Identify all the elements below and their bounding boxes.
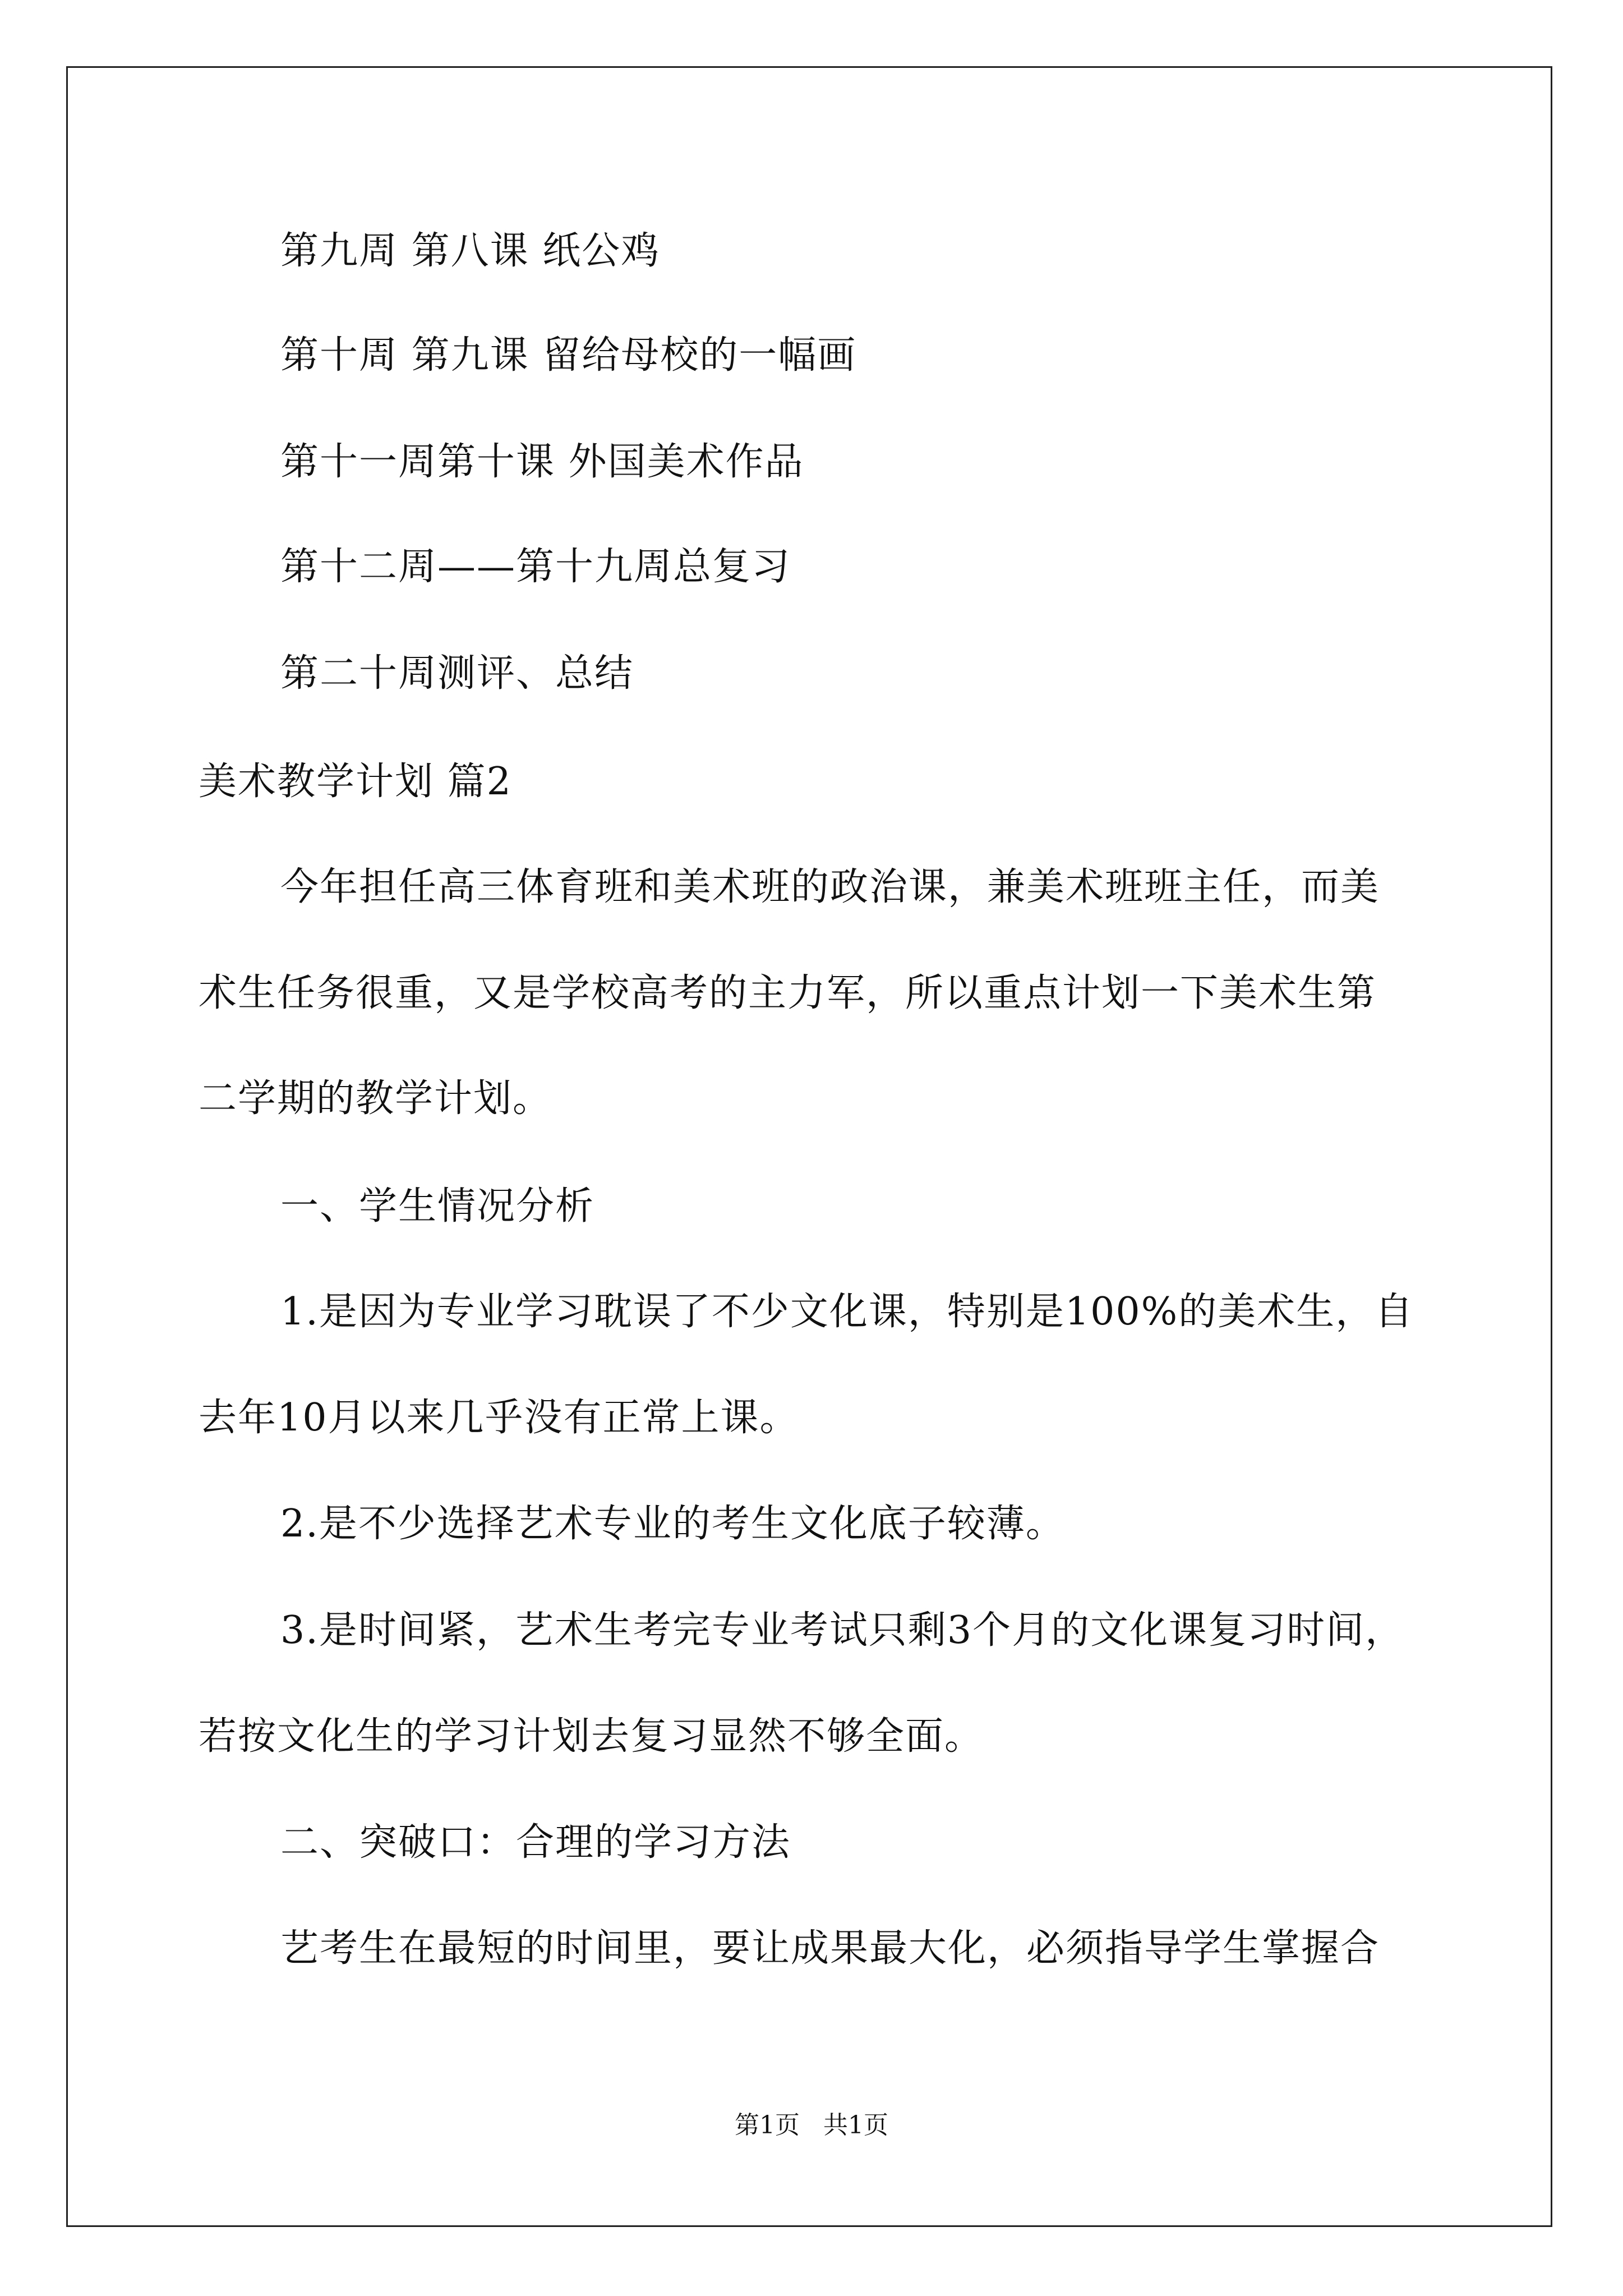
paragraph-intro-line-2: 术生任务很重，又是学校高考的主力军，所以重点计划一下美术生第	[199, 971, 1377, 1015]
point-1-line-1: 1.是因为专业学习耽误了不少文化课，特别是100%的美术生，自	[280, 1290, 1414, 1334]
point-3-line-2: 若按文化生的学习计划去复习显然不够全面。	[199, 1714, 984, 1759]
subheading-breakthrough: 二、突破口：合理的学习方法	[280, 1820, 791, 1865]
point-1-line-2: 去年10月以来几乎没有正常上课。	[199, 1396, 799, 1440]
subheading-student-analysis: 一、学生情况分析	[280, 1184, 595, 1228]
schedule-week-12-19: 第十二周——第十九周总复习	[280, 545, 791, 589]
point-3-line-1: 3.是时间紧，艺术生考完专业考试只剩3个月的文化课复习时间，	[280, 1608, 1405, 1653]
page-frame	[66, 66, 1552, 2227]
schedule-week-20: 第二十周测评、总结	[280, 651, 634, 696]
page-footer: 第1页 共1页	[735, 2111, 888, 2139]
paragraph-intro-line-1: 今年担任高三体育班和美术班的政治课，兼美术班班主任，而美	[280, 865, 1380, 909]
schedule-week-10: 第十周 第九课 留给母校的一幅画	[280, 333, 857, 378]
paragraph-method-line-1: 艺考生在最短的时间里，要让成果最大化，必须指导学生掌握合	[280, 1926, 1380, 1971]
point-2: 2.是不少选择艺术专业的考生文化底子较薄。	[280, 1502, 1065, 1546]
section-heading: 美术教学计划 篇2	[199, 760, 512, 804]
paragraph-intro-line-3: 二学期的教学计划。	[199, 1076, 552, 1121]
schedule-week-11: 第十一周第十课 外国美术作品	[280, 440, 804, 484]
schedule-week-9: 第九周 第八课 纸公鸡	[280, 229, 661, 273]
